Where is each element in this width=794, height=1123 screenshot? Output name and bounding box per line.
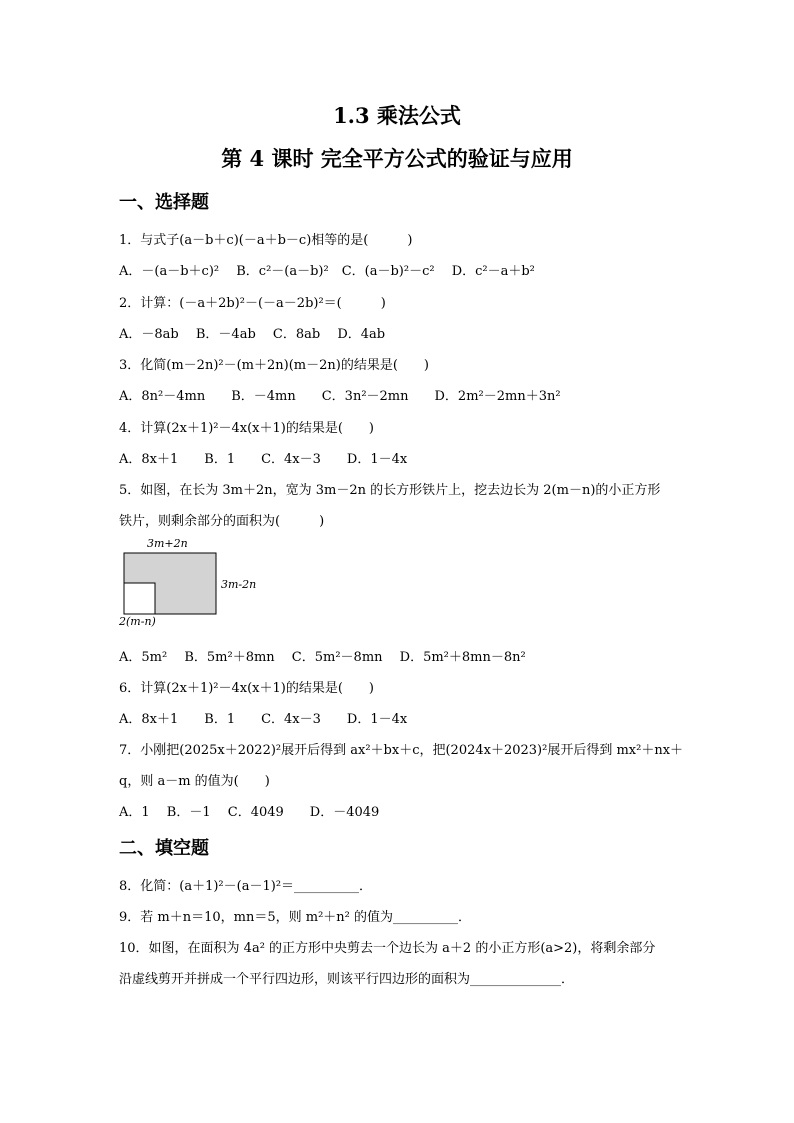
question-6-stem: 6．计算(2x＋1)²－4x(x＋1)的结果是( ): [119, 681, 374, 696]
question-7-stem-line1: 7．小刚把(2025x＋2022)²展开后得到 ax²＋bx＋c，把(2024x＋2023)²展开后得到 mx²＋nx＋: [119, 743, 684, 758]
page-title: 1.3 乘法公式: [333, 103, 461, 128]
removed-square: [124, 583, 155, 614]
question-5-figure: [119, 537, 279, 633]
question-10-stem-line2: 沿虚线剪开并拼成一个平行四边形，则该平行四边形的面积为______________．: [119, 972, 575, 987]
question-5-stem-line2: 铁片，则剩余部分的面积为( ): [119, 514, 325, 529]
question-2-stem: 2．计算：(－a＋2b)²－(－a－2b)²＝( ): [119, 296, 386, 311]
figure-bottom-label: 2(m-n): [119, 615, 156, 628]
question-10-stem-line1: 10．如图，在面积为 4a² 的正方形中央剪去一个边长为 a＋2 的小正方形(a>2)，将剩余部分: [119, 941, 656, 956]
question-7-stem-line2: q，则 a－m 的值为( ): [119, 774, 270, 789]
question-4-options: A．8x＋1 B．1 C．4x－3 D．1－4x: [119, 452, 408, 467]
question-8-stem: 8．化简：(a＋1)²－(a－1)²＝__________．: [119, 879, 373, 894]
question-5-stem-line1: 5．如图，在长为 3m＋2n，宽为 3m－2n 的长方形铁片上，挖去边长为 2(m－n)的小正方形: [119, 483, 661, 498]
figure-top-label: 3m+2n: [147, 537, 188, 550]
question-1-stem: 1．与式子(a－b＋c)(－a＋b－c)相等的是( ): [119, 233, 413, 248]
section-heading-fill: 二、填空题: [119, 838, 209, 859]
question-7-options: A．1 B．－1 C．4049 D．－4049: [119, 805, 380, 820]
question-2-options: A．－8ab B．－4ab C．8ab D．4ab: [119, 327, 386, 342]
question-5-options: A．5m² B．5m²＋8mn C．5m²－8mn D．5m²＋8mn－8n²: [119, 650, 526, 665]
question-1-options: A．－(a－b＋c)² B．c²－(a－b)² C．(a－b)²－c² D．c²－a＋b²: [119, 264, 535, 279]
question-3-stem: 3．化简(m－2n)²－(m＋2n)(m－2n)的结果是( ): [119, 358, 429, 373]
page-subtitle: 第 4 课时 完全平方公式的验证与应用: [221, 146, 573, 171]
figure-right-label: 3m-2n: [221, 578, 257, 591]
question-3-options: A．8n²－4mn B．－4mn C．3n²－2mn D．2m²－2mn＋3n²: [119, 389, 561, 404]
question-4-stem: 4．计算(2x＋1)²－4x(x＋1)的结果是( ): [119, 421, 374, 436]
question-9-stem: 9．若 m＋n＝10，mn＝5，则 m²＋n² 的值为__________．: [119, 910, 472, 925]
section-heading-choice: 一、选择题: [119, 192, 209, 213]
question-6-options: A．8x＋1 B．1 C．4x－3 D．1－4x: [119, 712, 408, 727]
